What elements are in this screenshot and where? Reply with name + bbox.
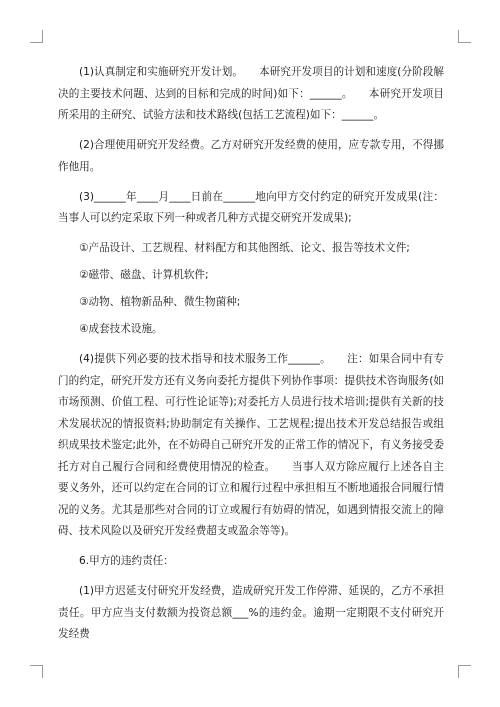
list-item-complete-facilities: ④成套技术设施。 bbox=[79, 323, 163, 335]
paragraph-technical-guidance: (4)提供下列必要的技术指导和技术服务工作______。 注：如果合同中有专门的约定，研究开发方还有义务向委托方提供下列协作事项：提供技术咨询服务(如市场预测、价值工程、可行性论证等);对委托方人员进行技术培训;提供有关新的技术发展状况的情报资料;协助制定有关操作、工艺规程;提出技术开发总结报告或组织成果技术鉴定;此外，在不妨碍自己研究开发的正常工作的情况下，有义务接受委托方对自己履行合同和经费使用情况的检查。 当事人双方除应履行上述各自主要义务外，还可以约定在合同的订立和履行过程中承担相互不断地通报合同履行情况的义务。尤其是那些对合同的订立或履行有妨碍的情况，如遇到情报交流上的障碍、技术风险以及研究开发经费超支或盈余等等)。 bbox=[58, 353, 444, 537]
list-item-new-species: ③动物、植物新品种、微生物菌种; bbox=[79, 296, 241, 308]
list-item-media-software: ②磁带、磁盘、计算机软件; bbox=[79, 269, 209, 281]
crop-mark-top-right bbox=[458, 30, 471, 43]
paragraph-research-plan: (1)认真制定和实施研究开发计划。 本研究开发项目的计划和速度(分阶段解决的主要技术问题、达到的目标和完成的时间)如下：______。 本研究开发项目所采用的主研究、试验方法和技术路线(包括工艺流程)如下：______。 bbox=[58, 66, 444, 121]
crop-mark-bottom-right bbox=[458, 665, 471, 678]
paragraph-deliver-results: (3)______年____月____日前在______地向甲方交付约定的研究开发成果(注：当事人可以约定采取下列一种或者几种方式提交研究开发成果); bbox=[58, 190, 444, 224]
crop-mark-bottom-left bbox=[30, 665, 43, 678]
paragraph-delayed-payment: (1)甲方迟延支付研究开发经费，造成研究开发工作停滞、延误的，乙方不承担责任。甲方应当支付数额为投资总额___%的违约金。逾期一定期限不支付研究开发经费 bbox=[58, 585, 444, 640]
list-item-technical-documents: ①产品设计、工艺规程、材料配方和其他图纸、论文、报告等技术文件; bbox=[79, 242, 410, 254]
document-body bbox=[58, 62, 444, 654]
section-heading-party-a-liability: 6.甲方的违约责任： bbox=[79, 555, 174, 567]
crop-mark-top-left bbox=[30, 30, 43, 43]
paragraph-fund-usage: (2)合理使用研究开发经费。乙方对研究开发经费的使用，应专款专用，不得挪作他用。 bbox=[58, 139, 444, 173]
